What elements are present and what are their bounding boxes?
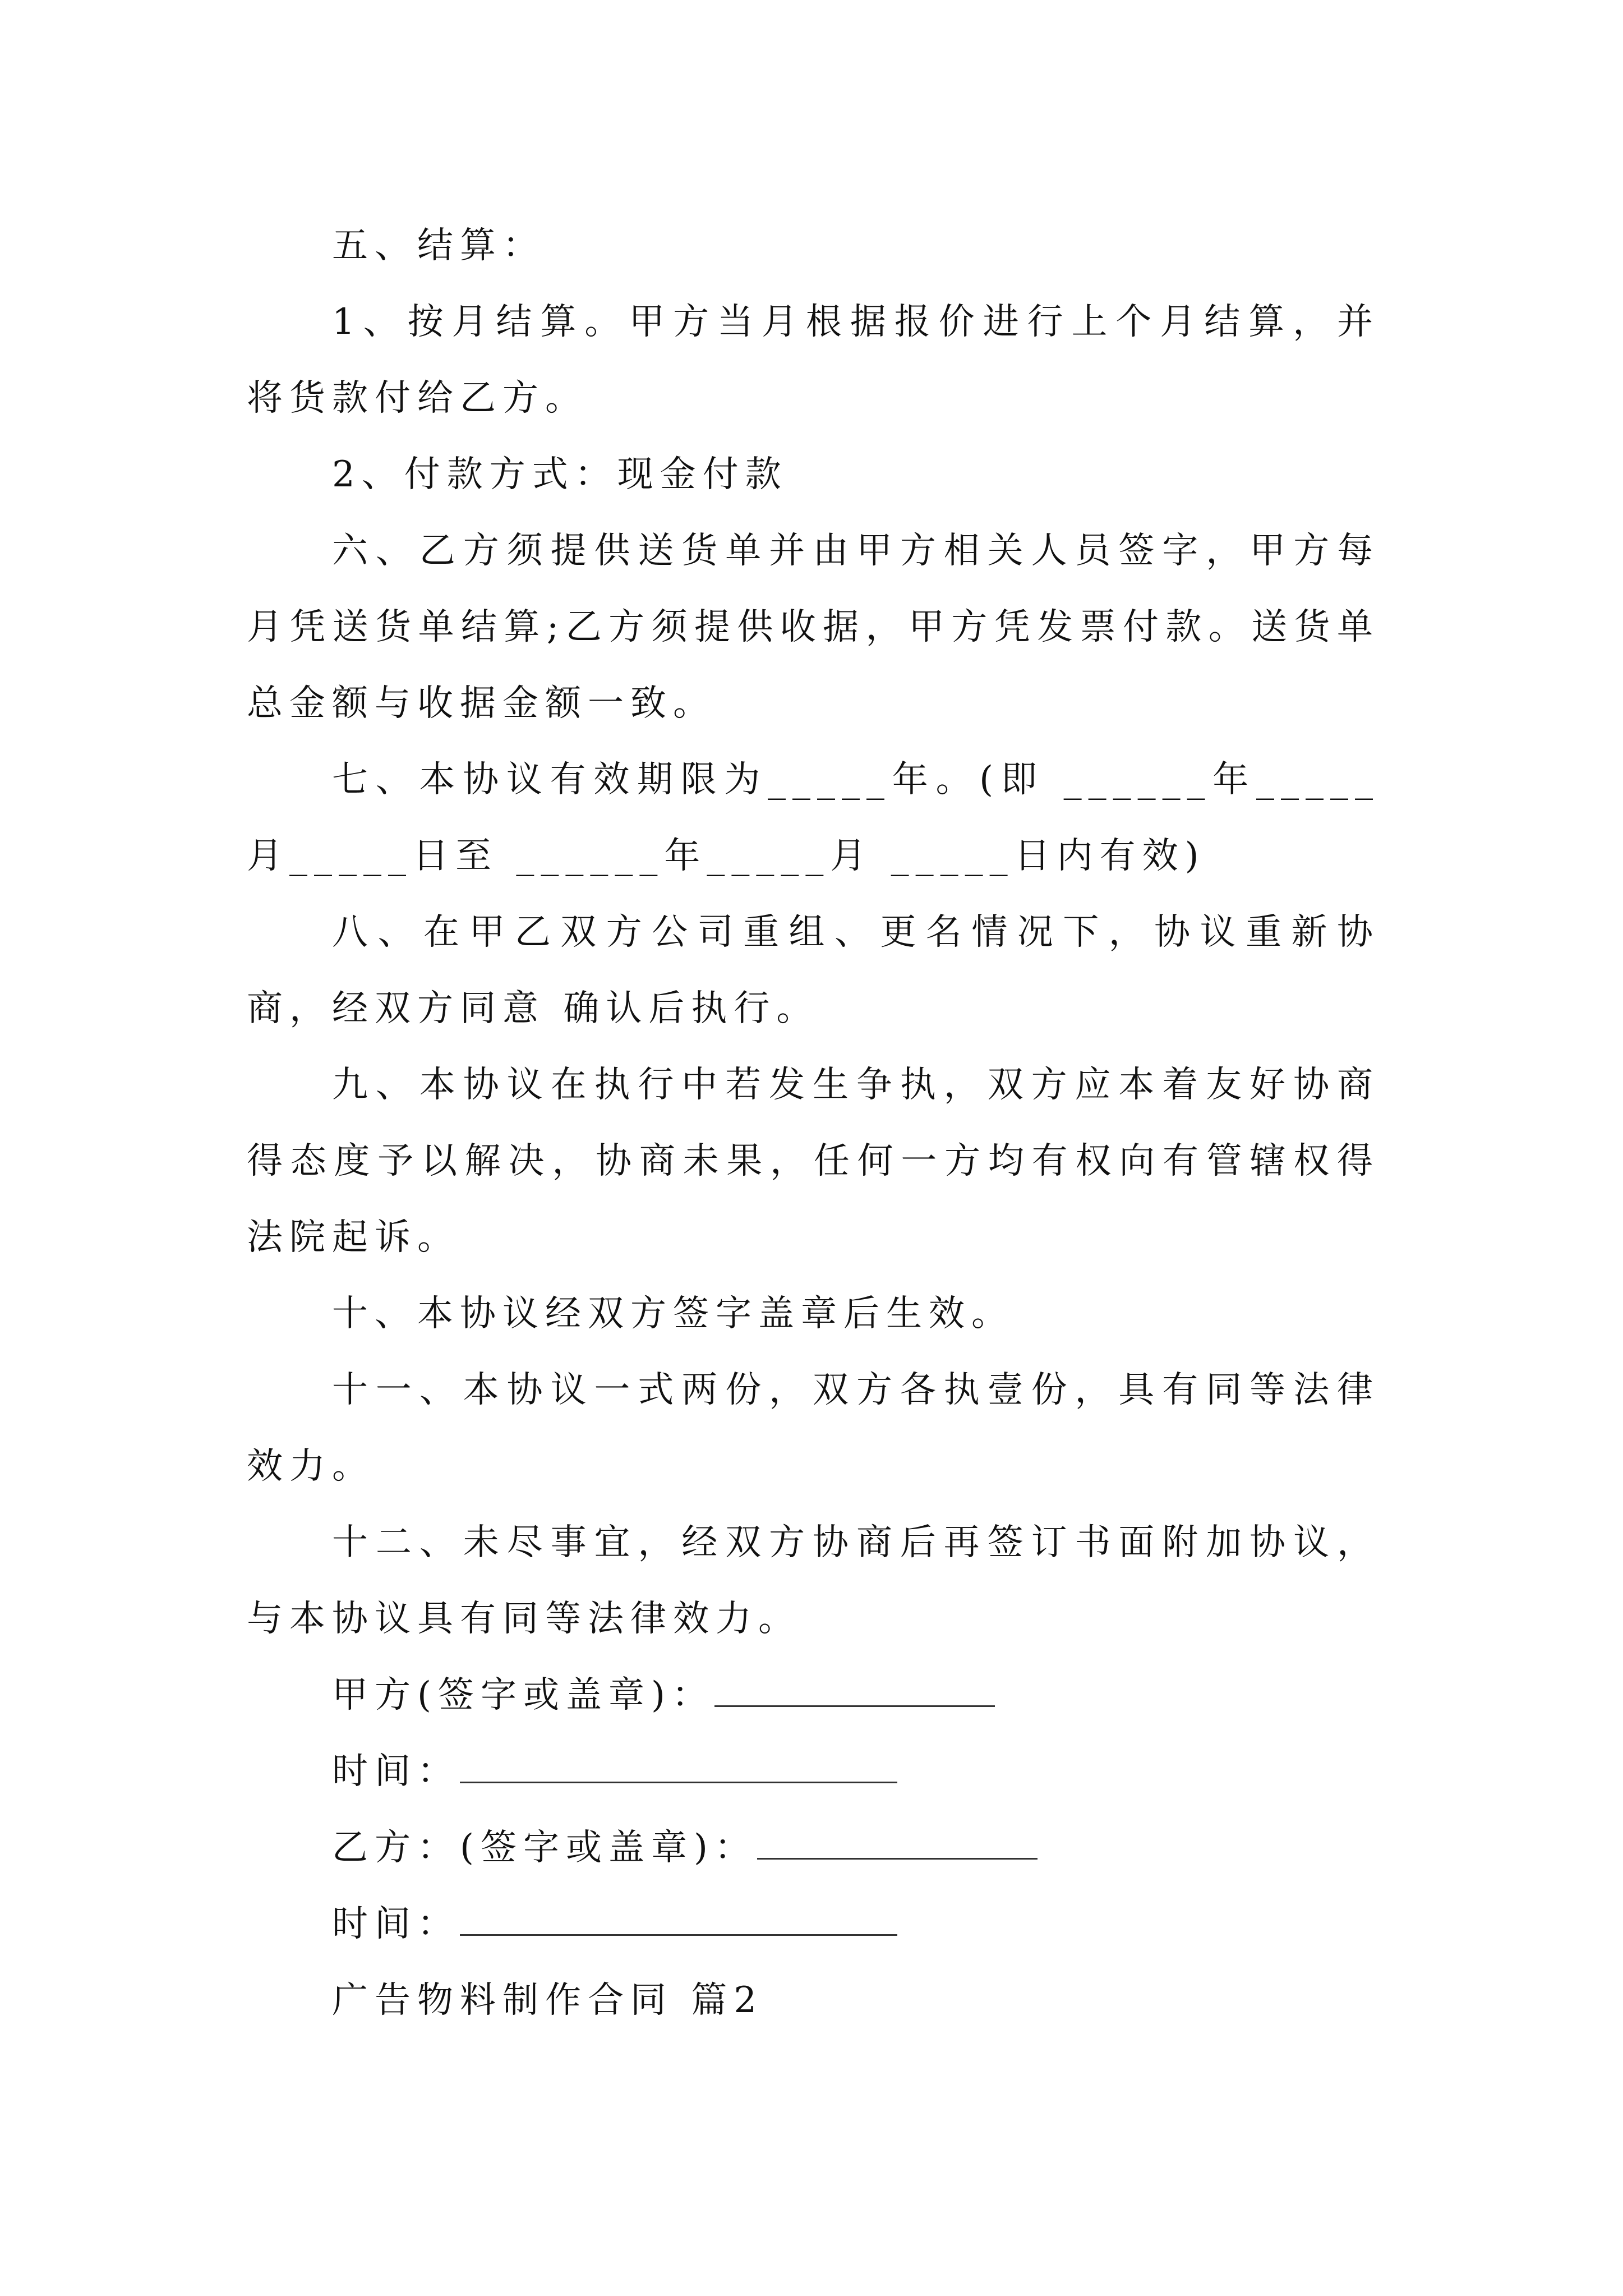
party-b-time-line: [247, 1886, 1380, 1962]
time-b-label: 时间：: [332, 1903, 460, 1945]
section-8-paragraph: 八、在甲乙双方公司重组、更名情况下，协议重新协商，经双方同意 确认后执行。: [247, 912, 1380, 1029]
section-12-paragraph: 十二、未尽事宜，经双方协商后再签订书面附加协议，与本协议具有同等法律效力。: [247, 1522, 1380, 1640]
time-b-blank[interactable]: [460, 1901, 897, 1936]
party-a-signature-blank[interactable]: [714, 1672, 995, 1707]
time-a-blank[interactable]: [460, 1748, 897, 1783]
section-9-paragraph: 九、本协议在执行中若发生争执，双方应本着友好协商得态度予以解决，协商未果，任何一方均有权向有管辖权得法院起诉。: [247, 1064, 1380, 1258]
party-b-label: 乙方：(签字或盖章)：: [332, 1827, 757, 1869]
section-5-heading: 五、结算：: [332, 225, 545, 266]
section-10-paragraph: 十、本协议经双方签字盖章后生效。: [332, 1293, 1014, 1335]
document-body: [247, 208, 1380, 2039]
next-section-title: 广告物料制作合同 篇2: [332, 1980, 764, 2021]
section-7-paragraph: 七、本协议有效期限为_____年。(即 ______年_____月_____日至 ______年_____月 _____日内有效): [247, 759, 1380, 877]
section-6-paragraph: 六、乙方须提供送货单并由甲方相关人员签字，甲方每月凭送货单结算;乙方须提供收据，甲方凭发票付款。送货单总金额与收据金额一致。: [247, 530, 1380, 724]
party-a-label: 甲方(签字或盖章)：: [332, 1674, 714, 1716]
section-11-paragraph: 十一、本协议一式两份，双方各执壹份，具有同等法律效力。: [247, 1369, 1380, 1487]
party-b-signature-line: [247, 1810, 1380, 1886]
settlement-clause-1: 1、按月结算。甲方当月根据报价进行上个月结算，并将货款付给乙方。: [247, 301, 1380, 419]
settlement-clause-2: 2、付款方式：现金付款: [332, 454, 788, 495]
party-a-signature-line: [247, 1657, 1380, 1733]
party-b-signature-blank[interactable]: [757, 1824, 1038, 1860]
time-a-label: 时间：: [332, 1751, 460, 1792]
party-a-time-line: [247, 1733, 1380, 1810]
